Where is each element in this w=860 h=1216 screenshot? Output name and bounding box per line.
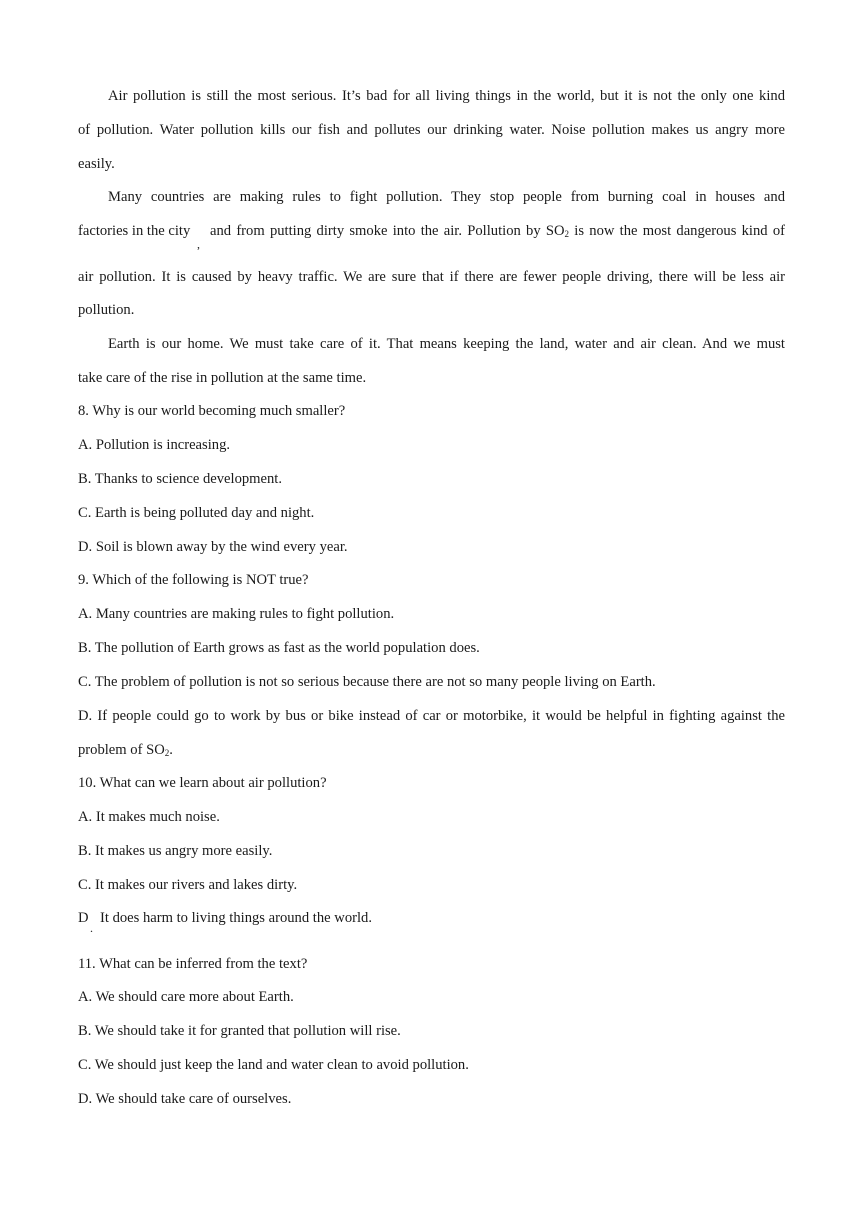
question-8-option-d: D. Soil is blown away by the wind every year. — [78, 539, 348, 555]
question-10-option-a: A. It makes much noise. — [78, 809, 220, 825]
question-11-option-b: B. We should take it for granted that pollution will rise. — [78, 1023, 401, 1039]
question-9-option-a: A. Many countries are making rules to fight pollution. — [78, 606, 395, 622]
question-8-option-a: A. Pollution is increasing. — [78, 437, 231, 453]
question-9-option-d-line1: D. If people could go to work by bus or bike instead of car or motorbike, it would be helpful in fighting against the — [78, 708, 785, 724]
question-11-option-a: A. We should care more about Earth. — [78, 989, 294, 1005]
passage-p2-line2a: factories in the city — [78, 223, 191, 239]
question-10-option-d-mark: . — [90, 921, 93, 935]
question-9-stem: 9. Which of the following is NOT true? — [78, 572, 309, 588]
question-8-stem: 8. Why is our world becoming much smaller? — [78, 403, 346, 419]
question-9-option-d-period: . — [169, 742, 173, 758]
question-8-option-c: C. Earth is being polluted day and night. — [78, 505, 315, 521]
question-9-option-c: C. The problem of pollution is not so serious because there are not so many people living on Earth. — [78, 674, 656, 690]
passage-p3-line2: take care of the rise in pollution at the same time. — [78, 370, 367, 386]
question-9-option-d-text: problem of SO — [78, 742, 165, 758]
passage-p2-line4: pollution. — [78, 302, 135, 318]
question-10-option-d-text: It does harm to living things around the world. — [100, 910, 372, 926]
passage-p2-line1: Many countries are making rules to fight pollution. They stop people from burning coal in houses and — [108, 189, 785, 205]
so2-subscript: 2 — [564, 229, 570, 239]
question-11-stem: 11. What can be inferred from the text? — [78, 956, 308, 972]
passage-p1-line2: of pollution. Water pollution kills our fish and pollutes our drinking water. Noise pollution makes us angry more — [78, 122, 785, 138]
passage-p1-line1: Air pollution is still the most serious. It’s bad for all living things in the world, but it is not the only one kind — [108, 88, 785, 104]
passage-p2-line2b-text: and from putting dirty smoke into the air. Pollution by SO — [210, 223, 565, 239]
so2-subscript: 2 — [164, 748, 170, 758]
passage-p2-line2b — [210, 221, 785, 241]
question-9-option-d-line2 — [78, 740, 173, 760]
passage-p3-line1: Earth is our home. We must take care of it. That means keeping the land, water and air clean. And we must — [108, 336, 785, 352]
question-10-option-d-letter: D — [78, 910, 89, 926]
passage-p2-comma: , — [197, 237, 200, 251]
question-10-stem: 10. What can we learn about air pollution? — [78, 775, 327, 791]
question-10-option-b: B. It makes us angry more easily. — [78, 843, 273, 859]
question-11-option-c: C. We should just keep the land and water clean to avoid pollution. — [78, 1057, 469, 1073]
passage-p2-line3: air pollution. It is caused by heavy traffic. We are sure that if there are fewer people driving, there will be less air — [78, 269, 785, 285]
question-11-option-d: D. We should take care of ourselves. — [78, 1091, 292, 1107]
passage-p1-line3: easily. — [78, 156, 115, 172]
question-8-option-b: B. Thanks to science development. — [78, 471, 282, 487]
question-10-option-c: C. It makes our rivers and lakes dirty. — [78, 877, 298, 893]
passage-p2-line2c-text: is now the most dangerous kind of — [569, 223, 785, 239]
question-9-option-b: B. The pollution of Earth grows as fast as the world population does. — [78, 640, 480, 656]
